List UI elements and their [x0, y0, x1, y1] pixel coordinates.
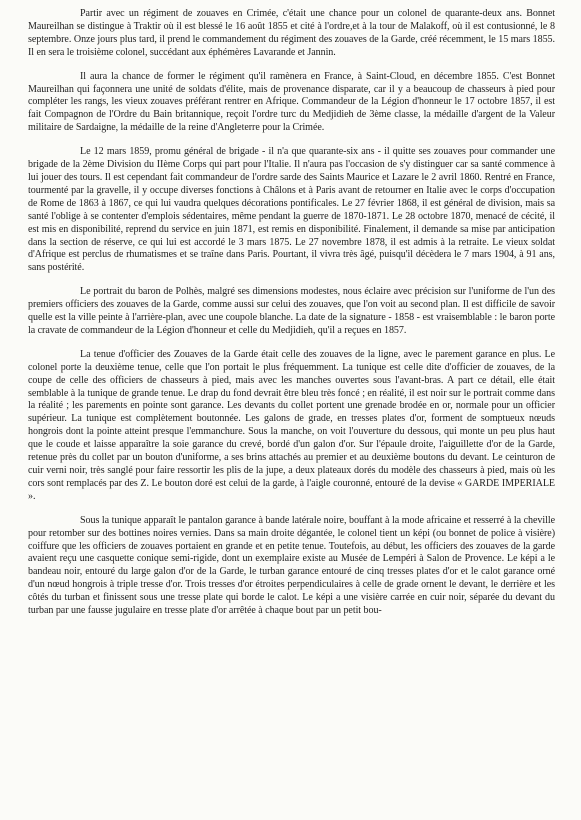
paragraph-saint-cloud: Il aura la chance de former le régiment qu'il ramènera en France, à Saint-Cloud, en décembre 1855. C'est Bonnet Maureilhan qui façonnera une unité de soldats d'élite, mais de provenance disparate, car il y a beaucoup de chasseurs à pied pour compléter les rangs, les vieux zouaves préférant rentrer en Afrique. Commandeur de la Légion d'honneur le 17 octobre 1857, il est fait Compagnon de l'Ordre du Bain britannique, reçoit l'ordre turc du Medjidieh de 3ème classe, la médaille d'argent de la Valeur militaire de Sardaigne, la médaille de la reine d'Angleterre pour la Crimée.	[28, 70, 555, 134]
paragraph-uniform-tunic: La tenue d'officier des Zouaves de la Garde était celle des zouaves de la ligne, avec le parement garance en plus. Le colonel porte la deuxième tenue, celle que l'on portait le plus fréquemment. La tunique est celle dite d'officier de zouaves, de la coupe de celle des officiers de chasseurs à pied, mais avec les manches ouvertes sous l'avant-bras. A part ce détail, elle était semblable à la tunique de grande tenue. Le drap du fond devrait être bleu très foncé ; en réalité, il est noir sur le portrait comme dans la réalité ; les parements en pointe sont garance. Les devants du collet portent une grenade brodée en or, normale pour un officier supérieur. La tunique est complètement boutonnée. Les galons de grade, en tresses plates d'or, forment de somptueux nœuds hongrois dont la pointe atteint presque l'emmanchure. Sous la manche, on voit l'ouverture du dessous, qui monte un peu plus haut que le coude et laisse apparaître la soie garance du crevé, bordé d'un galon d'or. Sur l'épaule droite, l'aiguillette d'or de la Garde, retenue près du collet par un bouton d'uniforme, a ses brins attachés au premier et au deuxième boutons du devant. Le ceinturon de cuir verni noir, très sanglé pour faire ressortir les plis de la jupe, a deux plateaux dorés du modèle des chasseurs à pied, mais où les cors sont remplacés par des Z. Le bouton doré est celui de la garde, à l'aigle couronné, entouré de la devise « GARDE IMPERIALE ».	[28, 348, 555, 502]
paragraph-general-career: Le 12 mars 1859, promu général de brigade - il n'a que quarante-six ans - il quitte ses zouaves pour commander une brigade de la 2ème Division du IIème Corps qui part pour l'Italie. Il n'aura pas l'occasion de s'y distinguer car sa santé commence à lui jouer des tours. Il est cependant fait commandeur de l'ordre sarde des Saints Maurice et Lazare le 2 avril 1860. Rentré en France, tourmenté par la gravelle, il y occupe diverses fonctions à Châlons et à Paris avant de retourner en Italie avec le corps d'occupation de Rome de 1863 à 1867, ce qui lui vaudra quelques décorations pontificales. Le 27 février 1868, il est général de division, mais sa santé l'oblige à se contenter d'emplois sédentaires, même pendant la guerre de 1870-1871. Le 28 octobre 1870, menacé de cécité, il est mis en disponibilité, reprend du service en juin 1871, est remis en disponibilité. Finalement, il demande sa mise par anticipation dans la section de réserve, ce qui lui est accordé le 3 mars 1875. Le 27 novembre 1878, il est admis à la retraite. Le vieux soldat d'Afrique est perclus de rhumatismes et se traîne dans Paris. Pourtant, il vivra très âgé, puisqu'il décèdera le 7 mars 1904, à 91 ans, sans postérité.	[28, 146, 555, 274]
paragraph-portrait: Le portrait du baron de Polhès, malgré ses dimensions modestes, nous éclaire avec précision sur l'uniforme de l'un des premiers officiers des zouaves de la Garde, comme aussi sur celui des zouaves, que l'on voit au second plan. Il est difficile de savoir quelle est la ville peinte à l'arrière-plan, avec une coupole blanche. La date de la signature - 1858 - est vraisemblable : le baron porte la cravate de commandeur de la Légion d'honneur et celle du Medjidieh, qu'il a reçues en 1857.	[28, 286, 555, 336]
paragraph-crimea: Partir avec un régiment de zouaves en Crimée, c'était une chance pour un colonel de quarante-deux ans. Bonnet Maureilhan se distingue à Traktir où il est blessé le 16 août 1855 et cité à l'ordre,et à la tour de Malakoff, où il est contusionné, le 8 septembre. Onze jours plus tard, il prend le commandement du régiment des zouaves de la Garde, créé récemment, le 15 mars 1855. Il en sera le troisième colonel, succédant aux éphémères Lavarande et Jannin.	[28, 8, 555, 58]
paragraph-uniform-kepi: Sous la tunique apparaît le pantalon garance à bande latérale noire, bouffant à la mode africaine et resserré à la cheville pour retomber sur des bottines noires vernies. Dans sa main droite dégantée, le colonel tient un képi (ou bonnet de police à visière) coiffure que les officiers de zouaves portaient en grande et en petite tenue. Toutefois, au début, les officiers des zouaves de la garde avaient reçu une casquette conique semi-rigide, dont un exemplaire existe au Musée de Lempéri à Salon de Provence. Le képi a le bandeau noir, entouré du large galon d'or de la Garde, le turban garance entouré de cinq tresses plates d'or et le calot garance orné d'un nœud hongrois à triple tresse d'or. Trois tresses d'or étroites perpendiculaires à celle de grade ornent le devant, le derrière et les côtés du turban et finissent sous une tresse plate qui borde le calot. Le képi a une visière carrée en cuir noir, séparée du devant du turban par une fausse jugulaire en tresse plate d'or arrêtée à chaque bout par un petit bou-	[28, 514, 555, 617]
